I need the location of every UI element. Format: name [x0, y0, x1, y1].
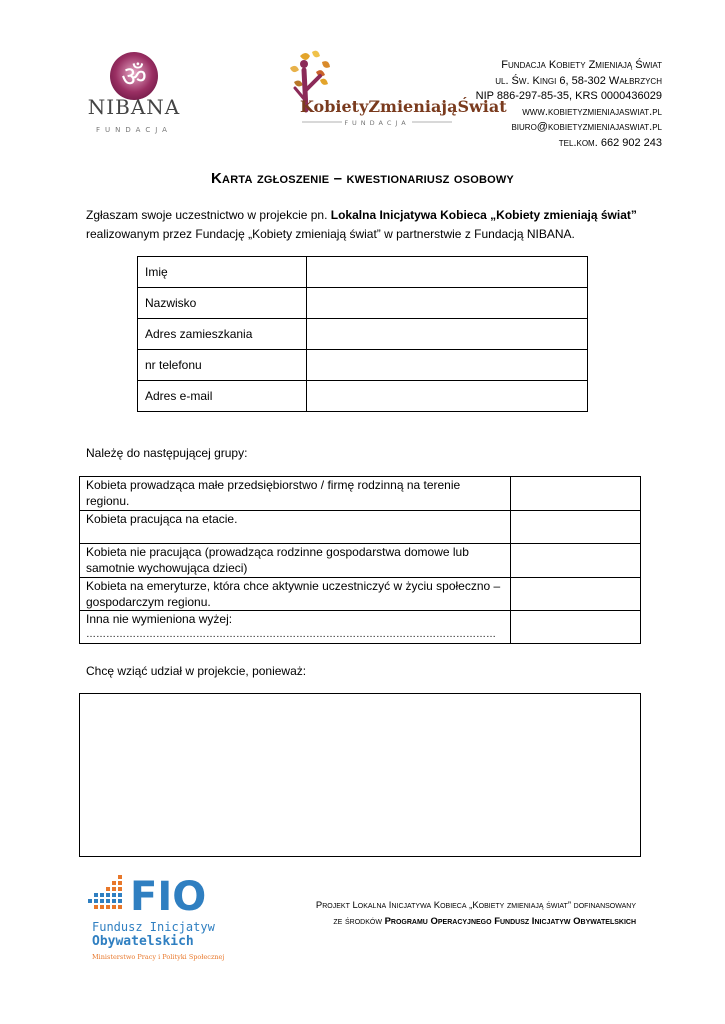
contact-phone: tel.kom. 662 902 243 — [558, 136, 662, 149]
group-option-other: Inna nie wymieniona wyżej: …………………………………………………………………………………………………………… — [80, 611, 511, 644]
group-option: Kobieta prowadząca małe przedsiębiorstwo / firmę rodzinną na terenie regionu. — [80, 477, 511, 511]
table-row — [80, 611, 641, 644]
table-row — [138, 288, 588, 319]
svg-text:Fundusz Inicjatyw: Fundusz Inicjatyw — [92, 920, 215, 934]
table-row — [80, 544, 641, 578]
last-name-input[interactable] — [306, 288, 588, 319]
contact-website[interactable]: www.kobietyzmieniajaswiat.pl — [522, 105, 662, 118]
field-label: Imię — [138, 257, 307, 288]
contact-nip-krs: NIP 886-297-85-35, KRS 0000436029 — [475, 90, 662, 102]
nibana-logo — [88, 46, 188, 142]
group-option: Kobieta na emeryturze, która chce aktywnie uczestniczyć w życiu społeczno – gospodarczym regionu. — [80, 578, 511, 611]
first-name-input[interactable] — [306, 257, 588, 288]
other-dotted-line: …………………………………………………………………………………………………………… — [86, 629, 496, 640]
reason-label: Chcę wziąć udział w projekcie, ponieważ: — [86, 664, 307, 678]
nibana-logo-text: NIBANA — [87, 95, 181, 119]
svg-text:FUNDACJA: FUNDACJA — [344, 119, 410, 127]
address-input[interactable] — [306, 319, 588, 350]
contact-info — [476, 58, 662, 151]
field-label: Adres zamieszkania — [138, 319, 307, 350]
table-row — [138, 257, 588, 288]
table-row — [138, 319, 588, 350]
group-checkbox[interactable] — [510, 578, 640, 611]
reason-textarea[interactable] — [79, 693, 641, 857]
page-title: Karta zgłoszenie – kwestionariusz osobowy — [211, 170, 514, 187]
field-label: Nazwisko — [138, 288, 307, 319]
field-label: nr telefonu — [138, 350, 307, 381]
table-row — [138, 350, 588, 381]
kobiety-zmieniaja-swiat-logo — [262, 46, 507, 142]
group-label: Należę do następującej grupy: — [86, 446, 248, 460]
svg-text:Obywatelskich: Obywatelskich — [92, 934, 194, 949]
project-name: Lokalna Inicjatywa Kobieca „Kobiety zmieniają świat” — [330, 208, 637, 222]
group-checkbox[interactable] — [510, 477, 640, 511]
footer-note — [270, 898, 636, 930]
table-row — [138, 381, 588, 412]
contact-foundation-name: Fundacja Kobiety Zmieniają Świat — [501, 59, 662, 71]
phone-input[interactable] — [306, 350, 588, 381]
group-checkbox[interactable] — [510, 511, 640, 544]
footer-line-2: ze środków Programu Operacyjnego Fundusz Inicjatyw Obywatelskich — [333, 916, 636, 927]
group-checkbox[interactable] — [510, 544, 640, 578]
table-row — [80, 477, 641, 511]
personal-data-table — [137, 256, 588, 412]
svg-text:Ministerstwo Pracy i Polityki: Ministerstwo Pracy i Polityki Społecznej — [92, 953, 225, 961]
table-row — [80, 511, 641, 544]
table-row — [80, 578, 641, 611]
field-label: Adres e-mail — [138, 381, 307, 412]
fio-mark: FIO — [130, 874, 207, 920]
footer-line-1: Projekt Lokalna Inicjatywa Kobieca „Kobiety zmieniają świat” dofinansowany — [315, 900, 636, 911]
group-table — [79, 476, 641, 644]
group-option: Kobieta nie pracująca (prowadząca rodzinne gospodarstwa domowe lub samotnie wychowująca dzieci) — [80, 544, 511, 578]
contact-address: ul. Św. Kingi 6, 58-302 Wałbrzych — [495, 74, 662, 87]
contact-email[interactable]: biuro@kobietyzmieniajaswiat.pl — [511, 121, 662, 133]
svg-text:FUNDACJA: FUNDACJA — [96, 126, 172, 134]
svg-text:ॐ: ॐ — [121, 60, 147, 93]
kzs-logo-text: KobietyZmieniająŚwiat — [300, 97, 507, 116]
fio-logo — [88, 873, 243, 963]
group-checkbox[interactable] — [510, 611, 640, 644]
email-input[interactable] — [306, 381, 588, 412]
group-option: Kobieta pracująca na etacie. — [80, 511, 511, 544]
intro-paragraph: Zgłaszam swoje uczestnictwo w projekcie pn. Lokalna Inicjatywa Kobieca „Kobiety zmieniają świat” realizowanym przez Fundację „Kobiety zmieniają świat” w partnerstwie z Fundacją NIBANA. — [86, 208, 637, 241]
